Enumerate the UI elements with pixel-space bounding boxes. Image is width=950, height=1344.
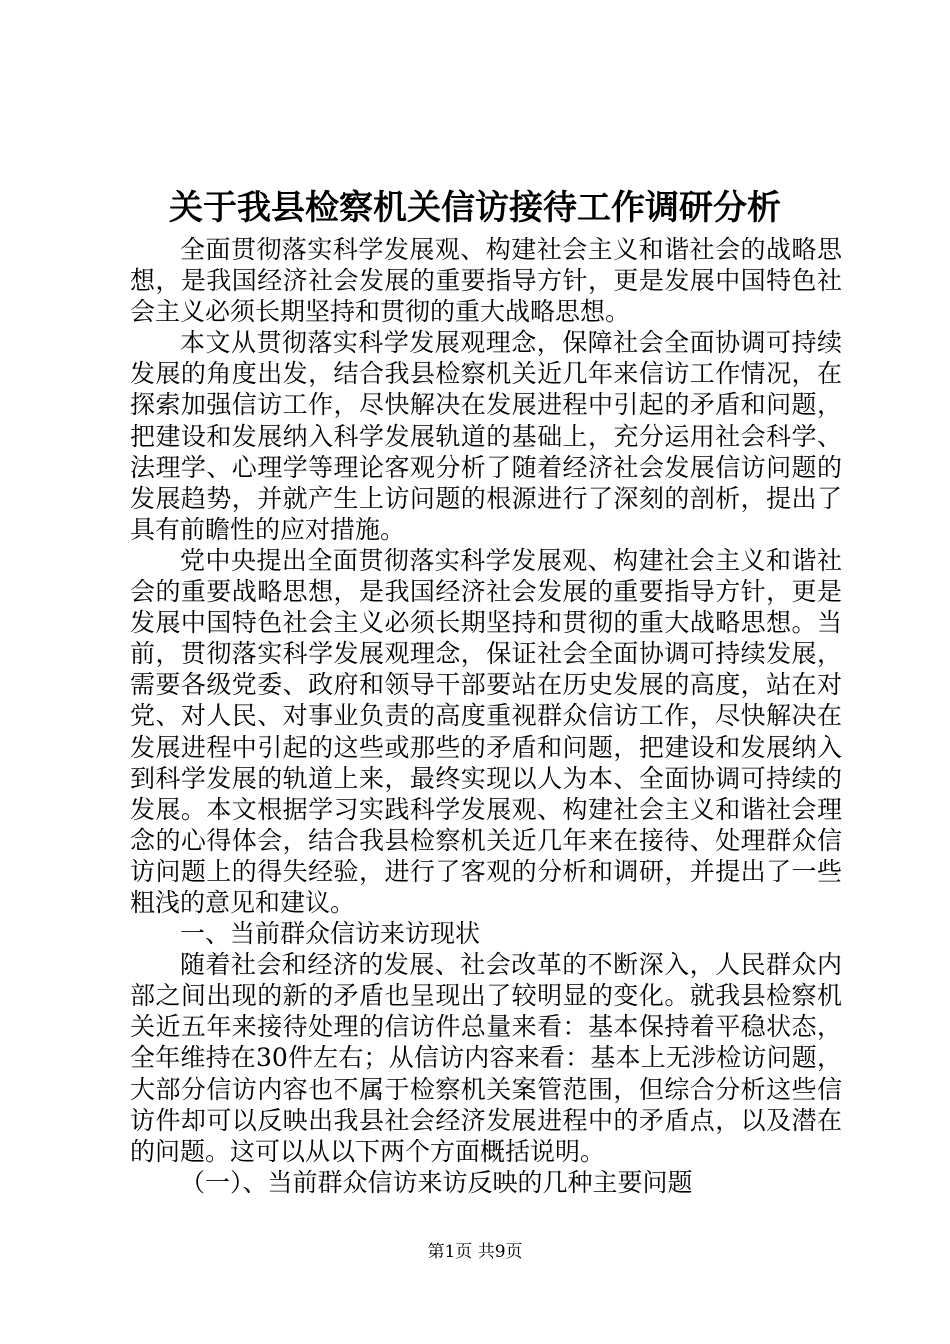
intro-paragraph-1: 全面贯彻落实科学发展观、构建社会主义和谐社会的战略思想，是我国经济社会发展的重要指导方针，更是发展中国特色社会主义必须长期坚持和贯彻的重大战略思想。 xyxy=(130,235,842,327)
document-title: 关于我县检察机关信访接待工作调研分析 xyxy=(169,188,781,228)
page-number-footer: 第1页 共9页 xyxy=(427,1242,523,1262)
document-body xyxy=(130,234,842,1198)
section-heading: 一、当前群众信访来访现状 xyxy=(180,919,481,949)
intro-paragraph-3: 党中央提出全面贯彻落实科学发展观、构建社会主义和谐社会的重要战略思想，是我国经济社会发展的重要指导方针，更是发展中国特色社会主义必须长期坚持和贯彻的重大战略思想。当前，贯彻落实科学发展观理念，保证社会全面协调可持续发展，需要各级党委、政府和领导干部要站在历史发展的高度，站在对党、对人民、对事业负责的高度重视群众信访工作，尽快解决在发展进程中引起的这些或那些的矛盾和问题，把建设和发展纳入到科学发展的轨道上来，最终实现以人为本、全面协调可持续的发展。本文根据学习实践科学发展观、构建社会主义和谐社会理念的心得体会，结合我县检察机关近几年来在接待、处理群众信访问题上的得失经验，进行了客观的分析和调研，并提出了一些粗浅的意见和建议。 xyxy=(130,545,842,917)
intro-paragraph-2: 本文从贯彻落实科学发展观理念，保障社会全面协调可持续发展的角度出发，结合我县检察机关近几年来信访工作情况，在探索加强信访工作，尽快解决在发展进程中引起的矛盾和问题，把建设和发展纳入科学发展轨道的基础上，充分运用社会科学、法理学、心理学等理论客观分析了随着经济社会发展信访问题的发展趋势，并就产生上访问题的根源进行了深刻的剖析，提出了具有前瞻性的应对措施。 xyxy=(130,328,842,544)
section-paragraph: 随着社会和经济的发展、社会改革的不断深入，人民群众内部之间出现的新的矛盾也呈现出了较明显的变化。就我县检察机关近五年来接待处理的信访件总量来看：基本保持着平稳状态，全年维持在30件左右；从信访内容来看：基本上无涉检访问题，大部分信访内容也不属于检察机关案管范围，但综合分析这些信访件却可以反映出我县社会经济发展进程中的矛盾点，以及潜在的问题。这可以从以下两个方面概括说明。 xyxy=(130,950,842,1166)
sub-section-heading: （一）、当前群众信访来访反映的几种主要问题 xyxy=(180,1167,693,1197)
